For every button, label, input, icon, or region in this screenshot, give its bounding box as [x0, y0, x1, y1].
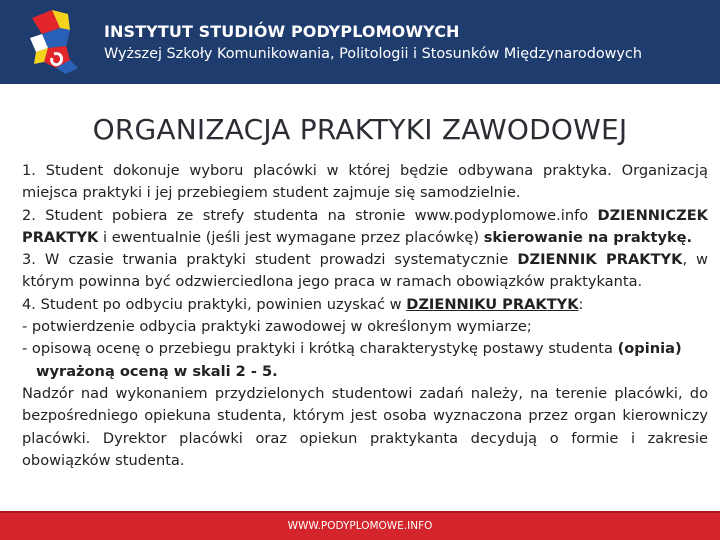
paragraph-4: [22, 294, 708, 316]
bullet-1: - potwierdzenie odbycia praktyki zawodowej w określonym wymiarze;: [22, 318, 532, 336]
p2-text-a: 2. Student pobiera ze strefy studenta na stronie www.podyplomowe.info: [22, 206, 598, 224]
institute-logo-icon: [26, 8, 82, 76]
content-body: [22, 160, 708, 472]
institute-subtitle: Wyższej Szkoły Komunikowania, Politologii i Stosunków Międzynarodowych: [104, 46, 642, 62]
footer-url-link[interactable]: WWW.PODYPLOMOWE.INFO: [287, 520, 433, 532]
p3-text-a: 3. W czasie trwania praktyki student prowadzi systematycznie: [22, 251, 518, 269]
p2-bold-referral: skierowanie na praktykę.: [483, 228, 693, 246]
paragraph-5: Nadzór nad wykonaniem przydzielonych studentowi zadań należy, na terenie placówki, do bezpośredniego opiekuna studenta, którym jest osoba wyznaczona przez organ kierowniczy placówki. Dyrektor placówki oraz opiekun praktykanta decydują o formie i zakresie obowiązków studenta.: [22, 384, 708, 469]
p2-text-c: i ewentualnie (jeśli jest wymagane przez placówkę): [98, 228, 484, 246]
footer-bar: [0, 511, 720, 540]
paragraph-1: 1. Student dokonuje wyboru placówki w której będzie odbywana praktyka. Organizacją miejsca praktyki i jej przebiegiem student zajmuje się samodzielnie.: [22, 162, 708, 202]
bullet-2: [22, 338, 708, 360]
p3-text-c: , w którym powinna być odzwierciedlona jego praca w ramach obowiązków praktykanta.: [22, 251, 708, 291]
bullet2-bold-opinion: (opinia): [617, 340, 682, 358]
footer-rule: [0, 511, 720, 513]
institute-name: INSTYTUT STUDIÓW PODYPLOMOWYCH: [104, 22, 460, 41]
p4-text-a: 4. Student po odbyciu praktyki, powinien uzyskać w: [22, 295, 407, 313]
paragraph-2: [22, 205, 708, 250]
bullet-2-grade: [22, 361, 708, 383]
p4-bold-diary: DZIENNIKU PRAKTYK: [406, 295, 579, 313]
p4-text-c: :: [578, 295, 584, 313]
bullet2-text-a: - opisową ocenę o przebiegu praktyki i krótką charakterystykę postawy studenta: [22, 340, 618, 358]
p2-bold-diary: DZIENNICZEK PRAKTYK: [22, 206, 708, 246]
p3-bold-diary: DZIENNIK PRAKTYK: [517, 251, 683, 269]
header-banner: [0, 0, 720, 84]
bullet2-bold-grade: wyrażoną oceną w skali 2 - 5.: [36, 362, 278, 380]
page-title: ORGANIZACJA PRAKTYKI ZAWODOWEJ: [92, 113, 628, 146]
paragraph-3: [22, 249, 708, 294]
